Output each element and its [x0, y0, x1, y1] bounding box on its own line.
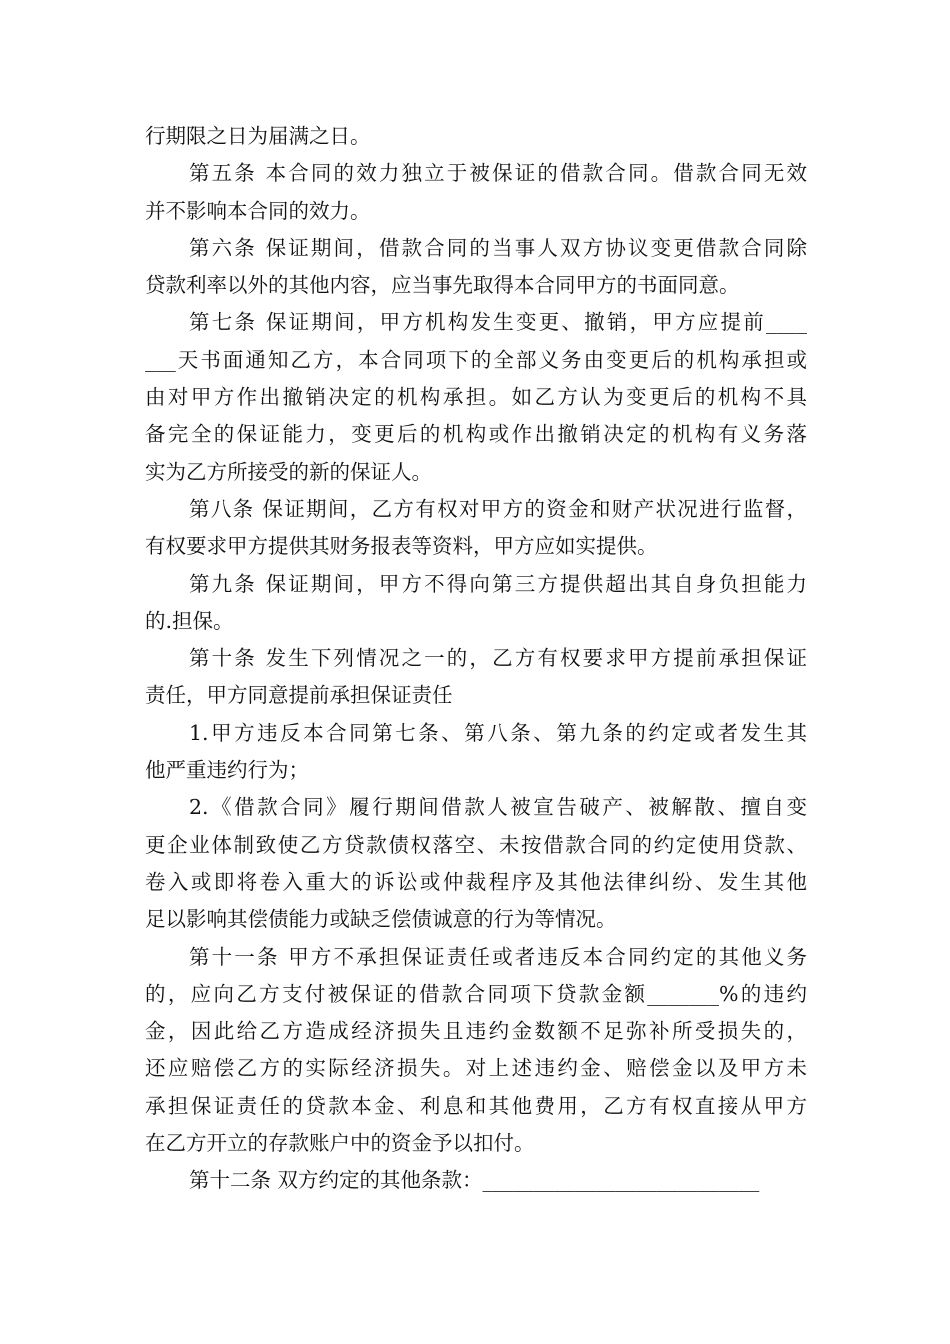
text-line: 的，应向乙方支付被保证的借款合同项下贷款金额_______%的违约 [145, 981, 807, 1006]
text-line: 1.甲方违反本合同第七条、第八条、第九条的约定或者发生其 [189, 720, 807, 745]
text-line: 由对甲方作出撤销决定的机构承担。如乙方认为变更后的机构不具 [145, 385, 807, 410]
text-line: 第八条 保证期间，乙方有权对甲方的资金和财产状况进行监督， [189, 496, 807, 521]
text-line: 承担保证责任的贷款本金、利息和其他费用，乙方有权直接从甲方 [145, 1093, 807, 1118]
text-line: 责任，甲方同意提前承担保证责任 [145, 683, 453, 708]
text-line: 的.担保。 [145, 608, 234, 633]
text-line: 第十条 发生下列情况之一的，乙方有权要求甲方提前承担保证 [189, 646, 807, 671]
text-line: 第七条 保证期间，甲方机构发生变更、撤销，甲方应提前____ [189, 310, 807, 335]
text-line: 2.《借款合同》履行期间借款人被宣告破产、被解散、擅自变 [189, 795, 807, 820]
text-line: 在乙方开立的存款账户中的资金予以扣付。 [145, 1131, 535, 1156]
text-line: 有权要求甲方提供其财务报表等资料，甲方应如实提供。 [145, 534, 658, 559]
text-line: 他严重违约行为； [145, 758, 309, 783]
text-line: 金，因此给乙方造成经济损失且违约金数额不足弥补所受损失的， [145, 1019, 807, 1044]
text-line: 第九条 保证期间，甲方不得向第三方提供超出其自身负担能力 [189, 571, 807, 596]
text-line: 贷款利率以外的其他内容，应当事先取得本合同甲方的书面同意。 [145, 273, 740, 298]
text-line: 卷入或即将卷入重大的诉讼或仲裁程序及其他法律纠纷、发生其他 [145, 869, 807, 894]
text-line: 备完全的保证能力，变更后的机构或作出撤销决定的机构有义务落 [145, 422, 807, 447]
text-line: 第十一条 甲方不承担保证责任或者违反本合同约定的其他义务 [189, 944, 807, 969]
text-line: 更企业体制致使乙方贷款债权落空、未按借款合同的约定使用贷款、 [145, 832, 807, 857]
document-page [145, 118, 807, 1200]
text-line: 并不影响本合同的效力。 [145, 198, 371, 223]
text-line: 第十二条 双方约定的其他条款：___________________________ [189, 1168, 760, 1193]
text-line: 第六条 保证期间，借款合同的当事人双方协议变更借款合同除 [189, 235, 807, 260]
text-line: 实为乙方所接受的新的保证人。 [145, 459, 432, 484]
text-line: ___天书面通知乙方，本合同项下的全部义务由变更后的机构承担或 [145, 347, 807, 372]
text-line: 足以影响其偿债能力或缺乏偿债诚意的行为等情况。 [145, 907, 617, 932]
text-line: 第五条 本合同的效力独立于被保证的借款合同。借款合同无效 [189, 161, 807, 186]
text-line: 行期限之日为届满之日。 [145, 124, 371, 148]
text-line: 还应赔偿乙方的实际经济损失。对上述违约金、赔偿金以及甲方未 [145, 1056, 807, 1081]
